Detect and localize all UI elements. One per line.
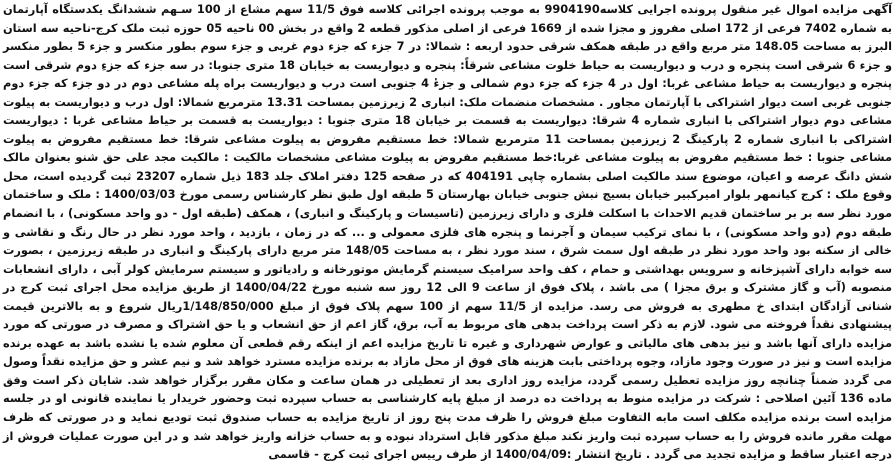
notice-text: آگهی مزایده اموال غیر منقول پرونده اجرایی کلاسه9904190 به موجب پرونده اجرائی کلاسه فوق 11/5 سهم مشاع از 100 سـهم ششدانگ یکدستگاه آپارتمان به شماره 7402 فرعی از 172 اصلی مفروز و مجزا شده از 1669 فرعی از اصلی مذکور قطعه 2 واقع در بخش 00 ناحیه 05 حوزه ثبت ملک کرج-ناحیه سه استان البرز به مساحت 148.05 متر مربع واقع در طبقه همکف شرقی حدود اربعه : شمالا: در 7 جزء که جزء دوم غربی و جزء سوم بطور منکسر و جزء 5 بطور منکسر و جزء 6 شرقی است پنجره و درب و دیواریست به حیاط خلوت مشاعی شرقاً: پنجره و دیواریست به خیابان 18 متری جنوبا: در سه جزء که جزءِ دوم شرقی است پنجره و دیواریست به حیاط مشاعی غربا: اول در 4 جزء که جزء دوم شمالی و جزءٔ 4 جنوبی است درب و دیواریست براه پله مشاعی دوم در دو جزء که جزء دوم جنوبی غربی است دیوار اشتراکی با آپارتمان مجاور . مشخصات منضمات ملک: انباری 2 زیرزمین بمساحت 13.31 مترمربع شمالا: اول درب و دیواریست به پیلوت مشاعی دوم دیوار اشتراکی با انباری شماره 4 شرقا: دیواریست به قسمت بر خیابان 18 متری جنوبا : دیواریست به قسمت بر حیاط مشاعی غربا : دیواریست اشتراکی با انباری شماره 2 پارکینگ 2 زیرزمین بمساحت 11 مترمربع شمالا: خط مستقیم مفروض به پیلوت مشاعی شرقا: خط مستقیم مفروض به پیلوت مشاعی جنوبا : خط مستقیم مفروض به پیلوت مشاعی غربا:خط مستقیم مفروض به پیلوت مشاعی مشخصات مالکیت : مالکیت مجد علی حق شنو بعنوان مالک شش دانگ عرصه و اعیان، موضوع سند مالکیت اصلی بشماره چاپی 404191 که در صفحه 125 دفتر املاک جلد 183 ذیل شماره 23207 ثبت گردیده است، محل وقوع ملک : کرج کیانمهر بلوار امیرکبیر خیابان بسیج نبش جنوبی خیابان بهارستان 5 طبقه اول طبق نظر کارشناس رسمی مورخ 1400/03/03 : ملک و ساختمان مورد نظر سه بر بر ساختمان قدیم الاحداث با اسکلت فلزی و دارای زیرزمین (تاسیسات و پارکینگ و انباری) ، همکف (طبقه اول - دو واحد مسکونی) ، با انضمام طبقه دوم (دو واحد مسکونی) ، با نمای ترکیب سیمان و آجرنما و پنجره های فلزی معمولی و ... که در زمان ، بازدید ، واحد مورد نظر در حال رنگ و نقاشی و خالی از سکنه بود واحد مورد نظر در طبقه اول سمت شرق ، سند مورد نظر ، به مساحت 148/05 متر مربع دارای پارکینگ و انباری در طبقه زیرزمین ، بصورت سه خوابه دارای آشپزخانه و سرویس بهداشتی و حمام ، کف واحد سرامیک سیستم گرمایش موتورخانه و رادیاتور و سیستم سرمایش کولر آبی ، دارای انشعابات منصوبه (آب و گاز مشترک و برق مجزا ) می باشد ، پلاک فوق از ساعت 9 الی 12 روز سه شنبه مورخ 1400/04/22 از طریق مزایده محل اجرای ثبت کرج در شنانی آزادگان ابتدای خ مطهری به فروش می رسد. مزایده از 11/5 سهم از 100 سهم پلاک فوق از مبلغ 1/148/850/000ریال شروع و به بالاترین قیمت پیشنهادی نقداً فروخته می شود. لازم به ذکر است پرداخت بدهی های مربوط به آب، برق، گاز اعم از حق انشعاب و یا حق اشتراک و مصرف در صورتی که مورد مزایده دارای آنها باشد و نیز بدهی های مالیاتی و عوارض شهرداری و غیره تا تاریخ مزایده اعم از اینکه رقم قطعی آن معلوم شده یا نشده باشد به عهده برنده مزایده است و نیز در صورت وجود مازاد، وجوه پرداختی بابت هزینه های فوق از محل مازاد به برنده مزایده مسترد خواهد شد و نیم عشر و حق مزایده نقداً وصول می گردد ضمناً چنانچه روز مزایده تعطیل رسمی گردد، مزایده روز اداری بعد از تعطیلی در همان ساعت و مکان مقرر برگزار خواهد شد. شایان ذکر است وفق ماده 136 آئین اصلاحی : شرکت در مزایده منوط به پرداخت ده درصد از مبلغ پایه کارشناسی به حساب سپرده ثبت وحضور خریدار یا نماینده قانونی او در جلسه مزایده است برنده مزایده مکلف است مابه التفاوت مبلغ فروش را ظرف مدت پنج روز از تاریخ مزایده به حساب صندوق ثبت تودیع نماید و در صورتی که ظرف مهلت مقرر مانده فروش را به حساب سپرده ثبت واریز نکند مبلغ مذکور قابل استرداد نبوده و به حساب خزانه واریز خواهد شد و در این صورت عملیات فروش از درجه اعتبار ساقط و مزایده تجدید می گردد . تاریخ انتشار :1400/04/09 از طرف رییس اجرای ثبت کرج - قاسمی bbox=[3, 2, 893, 462]
auction-notice bbox=[2, 0, 893, 471]
